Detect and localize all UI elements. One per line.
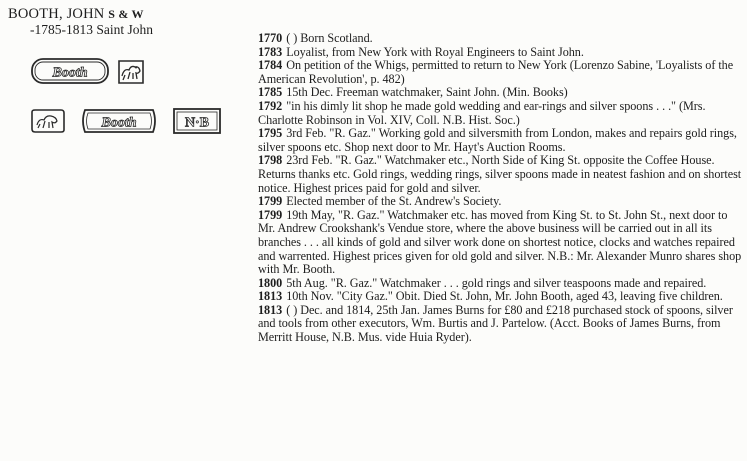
hallmark-nb: [172, 106, 222, 136]
mark1-text: Booth: [52, 65, 88, 81]
entry-text: ( ) Dec. and 1814, 25th Jan. James Burns for £80 and £218 purchased stock of spoons, silver and tools from other executors, Wm. Burtis and J. Partelow. (Acct. Books of James Burns, from Merritt House, N.B. Mus. vide Huia Ryder).: [258, 302, 733, 345]
maker-categories: S & W: [108, 7, 144, 21]
chronology-entry: [258, 209, 742, 277]
entry-year: 1800: [258, 275, 283, 290]
entry-year: 1785: [258, 85, 283, 100]
entry-year: 1799: [258, 207, 283, 222]
maker-name: [8, 6, 253, 22]
chronology-entry: [258, 46, 742, 60]
entry-text: 3rd Feb. "R. Gaz." Working gold and silversmith from London, makes and repairs gold rings, silver spoons etc. Shop next door to Mr. Hayt's Auction Rooms.: [258, 126, 737, 154]
entry-year: 1784: [258, 58, 283, 73]
entry-text: Elected member of the St. Andrew's Society.: [286, 194, 502, 209]
chronology-entry: [258, 290, 742, 304]
entry-year: 1792: [258, 98, 283, 113]
maker-surname: BOOTH, JOHN: [8, 6, 105, 22]
chronology-entry: [258, 304, 742, 345]
chronology-entry: [258, 154, 742, 195]
entry-year: 1770: [258, 31, 283, 45]
chronology-entry: [258, 100, 742, 127]
hallmark-lion-small: [30, 108, 66, 134]
entry-text: 10th Nov. "City Gaz." Obit. Died St. John, Mr. John Booth, aged 43, leaving five children.: [286, 289, 723, 304]
maker-dates: -1785-1813 Saint John: [30, 22, 153, 37]
entry-year: 1783: [258, 44, 283, 59]
chronology: [258, 32, 742, 345]
entry-year: 1795: [258, 126, 283, 141]
chronology-entry: [258, 59, 742, 86]
entry-text: 5th Aug. "R. Gaz." Watchmaker . . . gold rings and silver teaspoons made and repaired.: [286, 275, 707, 290]
hallmark-lion-passant: [116, 58, 146, 86]
chronology-entry: [258, 195, 742, 209]
entry-year: 1813: [258, 289, 283, 304]
entry-year: 1813: [258, 302, 283, 317]
chronology-entry: [258, 32, 742, 46]
entry-text: 15th Dec. Freeman watchmaker, Saint John. (Min. Books): [286, 85, 568, 100]
entry-text: Loyalist, from New York with Royal Engineers to Saint John.: [286, 44, 584, 59]
entry-text: "in his dimly lit shop he made gold wedding and ear-rings and silver spoons . . ." (Mrs. Charlotte Robinson in Vol. XIV, Coll. N.B. Hist. Soc.): [258, 98, 706, 127]
mark2-text: Booth: [101, 115, 137, 131]
maker-heading: [8, 6, 253, 37]
chronology-entry: [258, 127, 742, 154]
entry-year: 1798: [258, 153, 283, 168]
chronology-entry: [258, 86, 742, 100]
hallmark-booth-cartouche: [79, 106, 159, 136]
entry-text: ( ) Born Scotland.: [286, 31, 373, 45]
entry-year: 1799: [258, 194, 283, 209]
entry-text: 19th May, "R. Gaz." Watchmaker etc. has moved from King St. to St. John St., next door to Mr. Andrew Crookshank's Vendue store, where the above business will be carried out in all its branches . . . all kinds of gold and silver work done on shortest notice, clocks and watches repaired and warrented. Highest prices given for old gold and silver. N.B.: Mr. Alexander Munro shares shop with Mr. Booth.: [258, 207, 742, 277]
mark3-text: N·B: [184, 115, 210, 131]
hallmark-booth-oval: [30, 56, 110, 86]
entry-text: 23rd Feb. "R. Gaz." Watchmaker etc., North Side of King St. opposite the Coffee House. Returns thanks etc. Gold rings, wedding rings, silver spoons made in neatest fashion and on shortest notice. Highest prices paid for gold and silver.: [258, 153, 742, 195]
entry-text: On petition of the Whigs, permitted to return to New York (Lorenzo Sabine, 'Loyalists of the American Revolution', p. 482): [258, 58, 734, 86]
chronology-entry: [258, 277, 742, 291]
